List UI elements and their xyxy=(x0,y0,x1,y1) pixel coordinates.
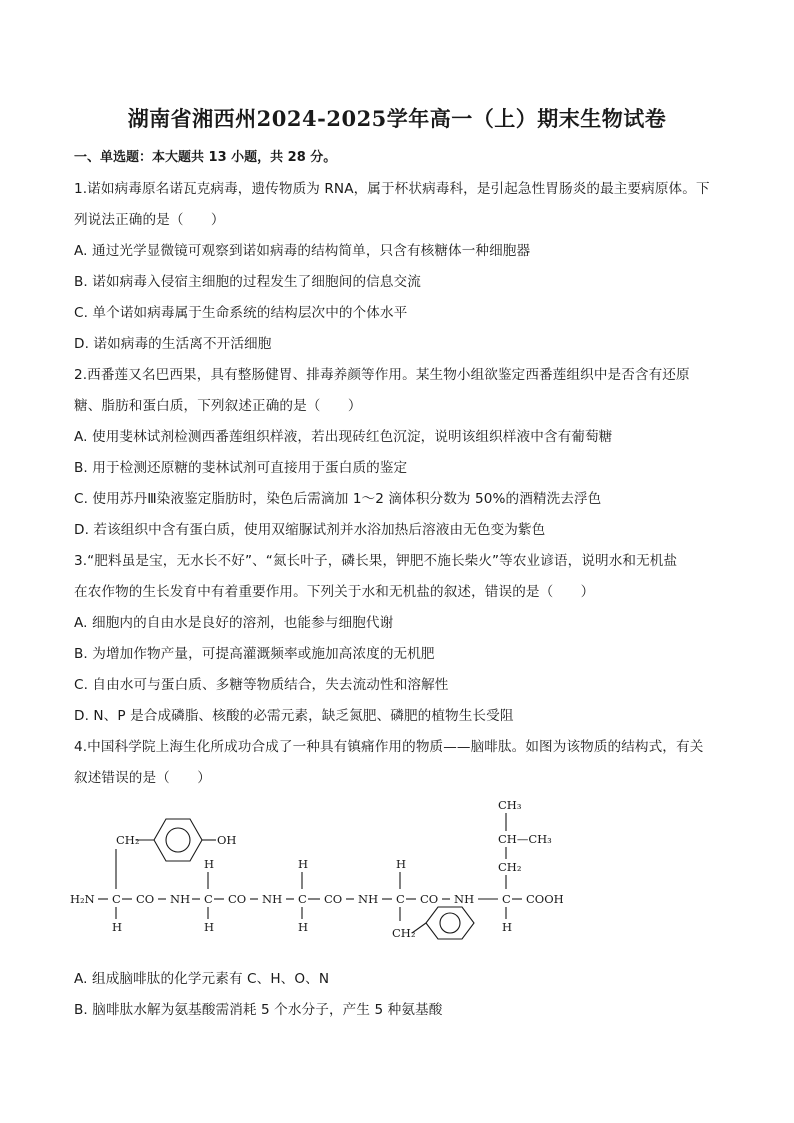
q3-stem-line-1: 3.“肥料虽是宝，无水长不好”、“氮长叶子，磷长果，钾肥不施长柴火”等农业谚语，说明水和无机盐 xyxy=(74,553,678,569)
residue4-benzene-circle xyxy=(440,913,460,933)
chain-nh3: NH xyxy=(358,892,379,906)
chain-co4: CO xyxy=(420,892,439,906)
chain-c3: C xyxy=(298,892,307,906)
residue5-ch2: CH₂ xyxy=(498,860,522,874)
residue4-ch2: CH₂ xyxy=(392,926,416,940)
residue3-top-h: H xyxy=(298,857,309,871)
q4-option-a: A. 组成脑啡肽的化学元素有 C、H、O、N xyxy=(74,971,330,987)
chain-co2: CO xyxy=(228,892,247,906)
chain-h2n: H₂N xyxy=(70,892,95,906)
residue4-top-h: H xyxy=(396,857,407,871)
residue1-benzene-circle xyxy=(166,828,190,852)
residue2-top-h: H xyxy=(204,857,215,871)
q2-option-b: B. 用于检测还原糖的斐林试剂可直接用于蛋白质的鉴定 xyxy=(74,460,408,476)
residue2-bottom-h: H xyxy=(204,920,215,934)
q3-stem-line-2: 在农作物的生长发育中有着重要作用。下列关于水和无机盐的叙述，错误的是（ ） xyxy=(74,584,595,600)
chain-c5: C xyxy=(502,892,511,906)
residue5-bottom-h: H xyxy=(502,920,513,934)
q1-option-b: B. 诺如病毒入侵宿主细胞的过程发生了细胞间的信息交流 xyxy=(74,274,421,290)
residue1-oh: OH xyxy=(217,833,237,847)
enkephalin-structure-diagram xyxy=(70,795,590,945)
q2-option-d: D. 若该组织中含有蛋白质，使用双缩脲试剂并水浴加热后溶液由无色变为紫色 xyxy=(74,522,546,538)
chain-c1: C xyxy=(112,892,121,906)
q1-option-c: C. 单个诺如病毒属于生命系统的结构层次中的个体水平 xyxy=(74,305,408,321)
residue3-bottom-h: H xyxy=(298,920,309,934)
q3-option-d: D. N、P 是合成磷脂、核酸的必需元素，缺乏氮肥、磷肥的植物生长受阻 xyxy=(74,708,514,724)
chain-c2: C xyxy=(204,892,213,906)
residue5-ch-ch3: CH—CH₃ xyxy=(498,832,552,846)
q4-stem-line-2: 叙述错误的是（ ） xyxy=(74,770,211,786)
q4-option-b: B. 脑啡肽水解为氨基酸需消耗 5 个水分子，产生 5 种氨基酸 xyxy=(74,1002,443,1018)
residue5-ch3: CH₃ xyxy=(498,798,522,812)
q1-option-a: A. 通过光学显微镜可观察到诺如病毒的结构简单，只含有核糖体一种细胞器 xyxy=(74,243,531,259)
chain-co1: CO xyxy=(136,892,155,906)
q2-option-c: C. 使用苏丹Ⅲ染液鉴定脂肪时，染色后需滴加 1～2 滴体积分数为 50%的酒精洗去浮色 xyxy=(74,491,602,507)
q1-option-d: D. 诺如病毒的生活离不开活细胞 xyxy=(74,336,272,352)
q1-stem-line-2: 列说法正确的是（ ） xyxy=(74,212,225,228)
q3-option-b: B. 为增加作物产量，可提高灌溉频率或施加高浓度的无机肥 xyxy=(74,646,435,662)
chain-co3: CO xyxy=(324,892,343,906)
chain-cooh: COOH xyxy=(526,892,564,906)
section-heading: 一、单选题：本大题共 13 小题，共 28 分。 xyxy=(74,150,337,165)
q2-stem-line-2: 糖、脂肪和蛋白质，下列叙述正确的是（ ） xyxy=(74,398,362,414)
residue1-bottom-h: H xyxy=(112,920,123,934)
chain-nh1: NH xyxy=(170,892,191,906)
q3-option-c: C. 自由水可与蛋白质、多糖等物质结合，失去流动性和溶解性 xyxy=(74,677,449,693)
residue4-benzene-ring xyxy=(426,907,474,939)
chain-c4: C xyxy=(396,892,405,906)
chain-nh2: NH xyxy=(262,892,283,906)
q2-stem-line-1: 2.西番莲又名巴西果，具有整肠健胃、排毒养颜等作用。某生物小组欲鉴定西番莲组织中是否含有还原 xyxy=(74,367,690,383)
chain-nh4: NH xyxy=(454,892,475,906)
residue1-ch2: CH₂ xyxy=(116,833,140,847)
q1-stem-line-1: 1.诺如病毒原名诺瓦克病毒，遗传物质为 RNA，属于杯状病毒科，是引起急性胃肠炎的最主要病原体。下 xyxy=(74,181,710,197)
page-title: 湖南省湘西州2024-2025学年高一（上）期末生物试卷 xyxy=(127,106,667,131)
q3-option-a: A. 细胞内的自由水是良好的溶剂，也能参与细胞代谢 xyxy=(74,615,394,631)
q2-option-a: A. 使用斐林试剂检测西番莲组织样液，若出现砖红色沉淀，说明该组织样液中含有葡萄糖 xyxy=(74,429,613,445)
q4-stem-line-1: 4.中国科学院上海生化所成功合成了一种具有镇痛作用的物质——脑啡肽。如图为该物质的结构式，有关 xyxy=(74,739,704,755)
residue1-benzene-ring xyxy=(154,819,202,861)
